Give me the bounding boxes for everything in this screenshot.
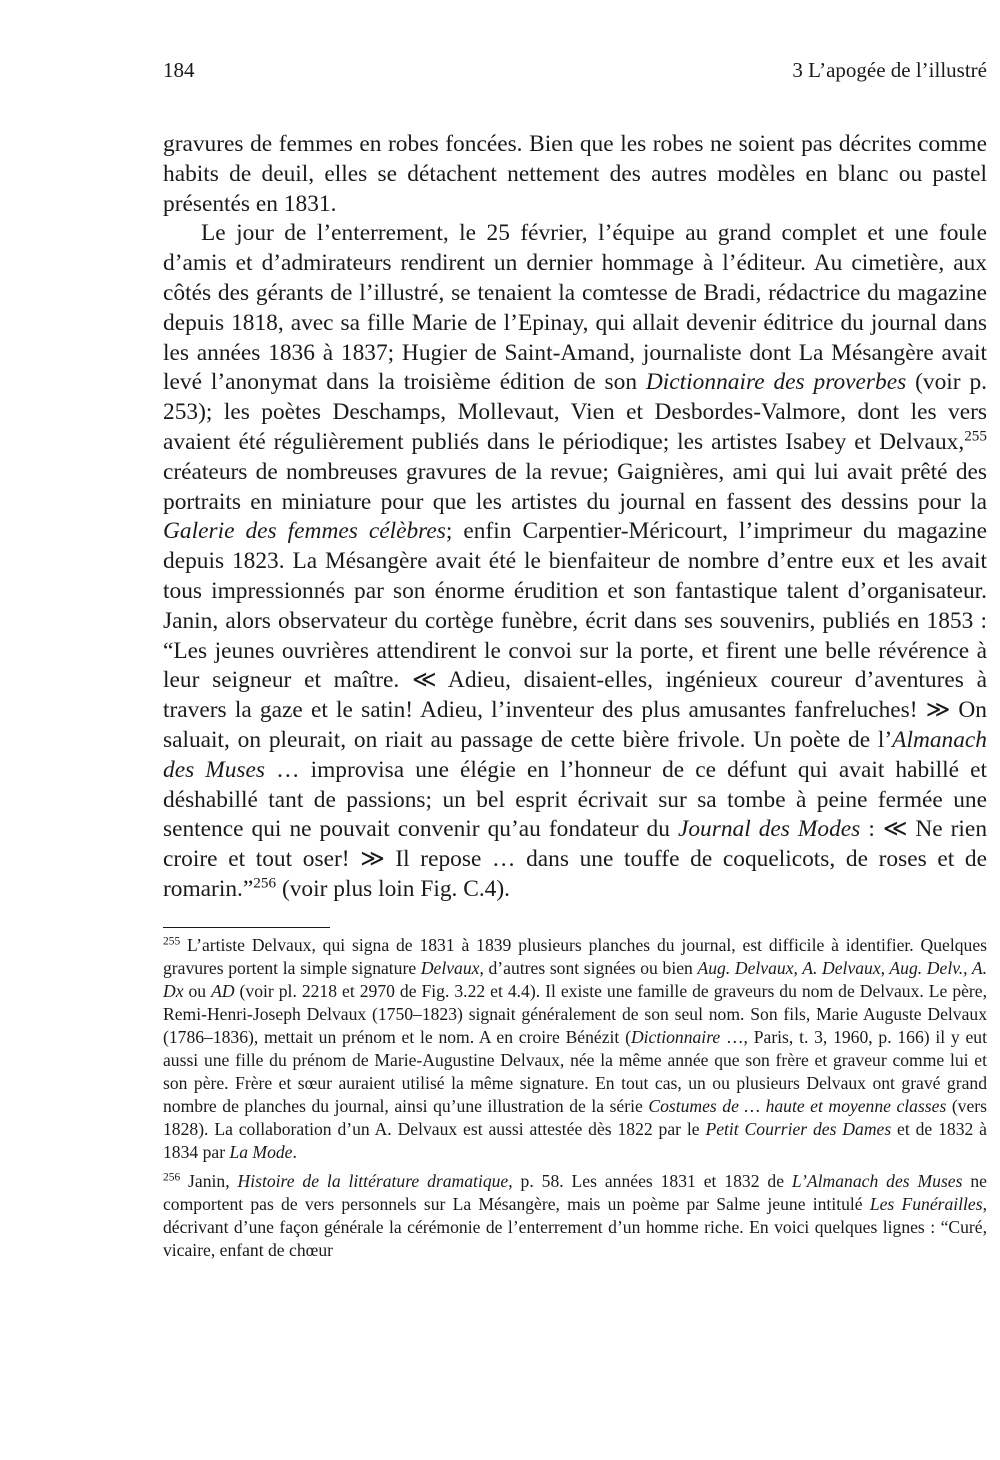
footnote-number: 256 <box>163 1171 181 1184</box>
text-run: (voir p. 253); les poètes Deschamps, Mollevaut, Vien et Desbordes-Valmore, dont les vers avaient été régulièrement publiés dans le périodique; les artistes Isabey et Delvaux, <box>163 369 987 455</box>
text-run: Le jour de l’enterrement, le 25 février, l’équipe au grand complet et une foule d’amis et d’admirateurs rendirent un dernier hommage à l’éditeur. Au cimetière, aux côtés des gérants de l’illustré, se tenaient la comtesse de Bradi, rédactrice du magazine depuis 1818, avec sa fille Marie de l’Epinay, qui allait devenir éditrice du journal dans les années 1836 à 1837; Hugier de Saint-Amand, journaliste dont La Mésangère avait levé l’anonymat dans la troisième édition de son <box>163 220 987 396</box>
text-run: ; enfin Carpentier-Méricourt, l’imprimeur du magazine depuis 1823. La Mésangère avait été le bienfaiteur de nombre d’entre eux et les avait tous impressionnés par son énorme érudition et son fantastique talent d’organisateur. Janin, alors observateur du cortège funèbre, écrit dans ses souvenirs, publiés en 1853 : “Les jeunes ouvrières attendirent le convoi sur la porte, et firent une belle révérence à leur seigneur et maître. ≪ Adieu, disaient-elles, ingénieux coureur d’aventures à travers la gaze et le satin! Adieu, l’inventeur des plus amusantes fanfreluches! ≫ On saluait, on pleurait, on riait au passage de cette bière frivole. Un poète de l’ <box>163 518 987 753</box>
text-run: , p. 58. Les années 1831 et 1832 de <box>508 1170 792 1191</box>
italic-text: Dictionnaire <box>630 1026 721 1047</box>
text-run: créateurs de nombreuses gravures de la revue; Gaignières, ami qui lui avait prêté des portraits en miniature pour que les artistes du journal en fassent des dessins pour la <box>163 458 987 515</box>
italic-text: Histoire de la littérature dramatique <box>237 1170 509 1191</box>
footnotes <box>163 934 987 1262</box>
footnote-ref-255[interactable]: 255 <box>964 427 987 445</box>
paragraph-1 <box>163 130 987 219</box>
italic-text: Aug. Delvaux, A. Delvaux, Aug. Delv., A. Dx <box>163 957 987 1001</box>
text-run: (voir pl. 2218 et 2970 de Fig. 3.22 et 4.4). Il existe une famille de graveurs du nom de Delvaux. Le père, Remi-Henri-Joseph Delvaux (1750–1823) signait généralement de son seul nom. Son fils, Marie Auguste Delvaux (1786–1836), mettait un prénom et le nom. A en croire Bénézit ( <box>163 980 987 1047</box>
footnote-divider <box>163 927 330 928</box>
italic-text: Delvaux <box>420 957 480 978</box>
text-run: … improvisa une élégie en l’honneur de ce défunt qui avait habillé et déshabillé tant de passions; un bel esprit écrivait sur sa tombe à peine fermée une sentence qui ne pouvait convenir qu’au fondateur du <box>163 756 988 843</box>
paragraph-2 <box>163 219 987 904</box>
text-run: (voir plus loin Fig. C.4). <box>276 875 511 902</box>
book-page <box>163 56 987 1262</box>
italic-text: Les Funérailles <box>869 1193 983 1214</box>
text-run: et de 1832 à 1834 par <box>163 1118 987 1162</box>
italic-text: Costumes de … haute et moyenne classes <box>648 1095 947 1116</box>
italic-title: Galerie des femmes célèbres <box>163 518 446 545</box>
text-run: …, Paris, t. 3, 1960, p. 166) il y eut aussi une fille du prénom de Marie-Augustine Delvaux, née la même année que son frère et graveur comme lui et son père. Frère et sœur auraient utilisé la même signature. En tout cas, un ou plusieurs Delvaux ont gravé grand nombre de planches du journal, ainsi qu’une illustration de la série <box>163 1026 987 1116</box>
italic-title: Dictionnaire des proverbes <box>645 369 907 396</box>
italic-title: Journal des Modes <box>677 816 861 843</box>
body-text <box>163 130 987 905</box>
italic-text: AD <box>211 980 235 1001</box>
text-run: , d’autres sont signées ou bien <box>479 957 698 978</box>
text-run: , décrivant d’une façon générale la cérémonie de l’enterrement d’un homme riche. En voici quelques lignes : “Curé, vicaire, enfant de chœur <box>163 1193 987 1260</box>
text-run: L’artiste Delvaux, qui signa de 1831 à 1839 plusieurs planches du journal, est difficile à identifier. Quelques gravures portent la simple signature <box>163 934 987 978</box>
footnote-255 <box>163 934 987 1164</box>
italic-text: La Mode <box>229 1141 293 1162</box>
chapter-title: 3 L’apogée de l’illustré <box>792 58 987 82</box>
text-run: . <box>292 1141 297 1162</box>
running-head <box>163 56 987 84</box>
footnote-number: 255 <box>163 935 181 948</box>
footnote-256 <box>163 1170 987 1262</box>
text-run: : ≪ Ne rien croire et tout oser! ≫ Il repose … dans une touffe de coquelicots, de roses et de romarin.” <box>163 816 988 902</box>
footnote-ref-256[interactable]: 256 <box>253 874 277 892</box>
text-run: ou <box>183 980 212 1001</box>
italic-title: Almanach des Muses <box>163 726 987 783</box>
text-run: gravures de femmes en robes foncées. Bien que les robes ne soient pas décrites comme habits de deuil, elles se détachent nettement des autres modèles en blanc ou pastel présentés en 1831. <box>163 131 987 217</box>
italic-text: Petit Courrier des Dames <box>705 1118 892 1139</box>
italic-text: L’Almanach des Muses <box>791 1170 963 1191</box>
page-number: 184 <box>163 58 195 82</box>
text-run: ne comportent pas de vers personnels sur La Mésangère, mais un poème par Salme jeune intitulé <box>163 1170 987 1214</box>
text-run: (vers 1828). La collaboration d’un A. Delvaux est aussi attestée dès 1822 par le <box>163 1095 987 1139</box>
text-run: Janin, <box>180 1170 238 1191</box>
